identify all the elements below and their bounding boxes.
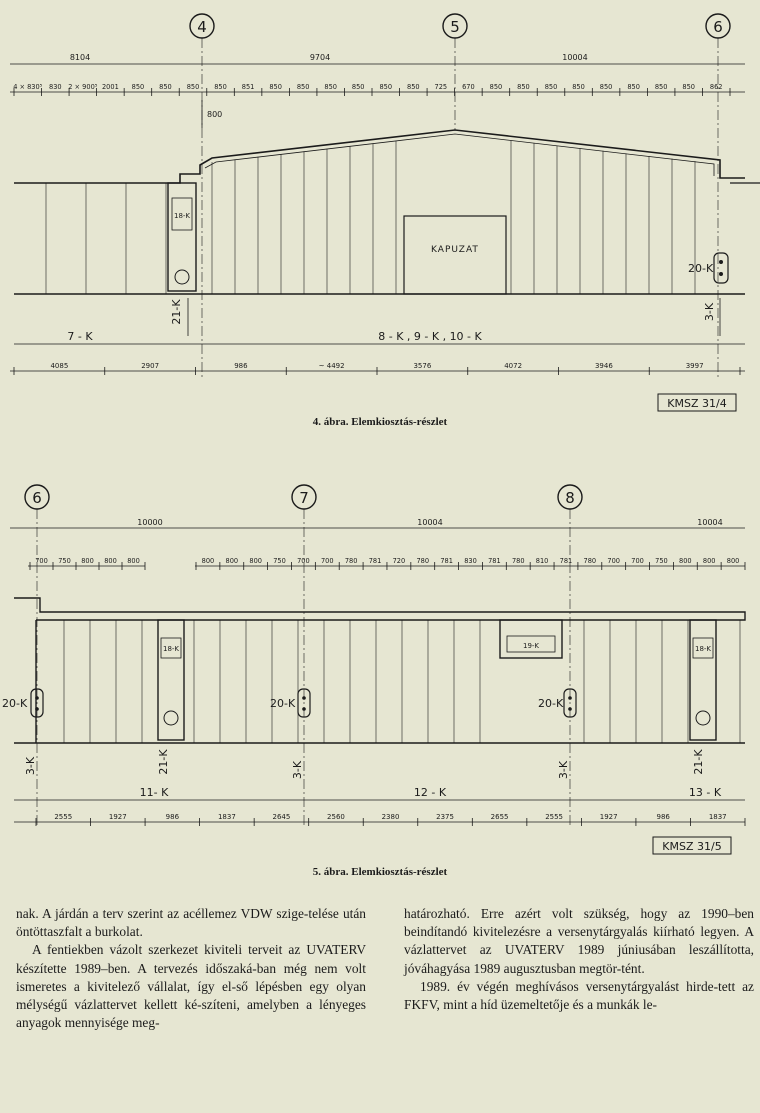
dim-label: 850 [351,83,365,91]
dim-label: 8104 [69,53,91,62]
dim-label: 800 [127,557,140,565]
dim-label: 830 [49,83,62,91]
element-label: 3-K [557,760,570,780]
element-label: 3-K [291,760,304,780]
dim-label: 9704 [309,53,331,62]
dim-label: 800 [702,557,716,565]
height-dimension [202,100,222,128]
paragraph: 1989. év végén meghívásos versenytárgyalást hirde-tett az FKFV, mint a híd üzemeltetője és a munkák le- [404,978,754,1013]
dim-label: 1927 [108,813,127,821]
dim-label: 781 [488,557,501,565]
element-label: 18-K [162,645,180,653]
dim-label: 781 [368,557,382,565]
dim-label: 10004 [417,518,443,527]
dim-label: 850 [489,83,503,91]
gate-label: KAPUZAT [431,245,479,255]
element-label: 18-K [694,645,712,653]
drawing-stamp [658,394,736,411]
dim-label: 750 [273,557,286,565]
dim-label: 850 [599,83,613,91]
dim-label: 750 [58,557,71,565]
dim-label: 986 [656,813,670,821]
dim-label: 720 [392,557,406,565]
axis-label: 6 [32,489,42,507]
dim-label: 800 [201,557,215,565]
dim-label: 1837 [708,813,727,821]
dim-label: 850 [627,83,640,91]
zone-line [14,330,745,344]
dim-label: 986 [234,362,248,370]
dim-label: 830 [464,557,477,565]
stamp-label: KMSZ 31/4 [667,397,727,410]
bottom-dimension-line [14,813,745,826]
dim-label: 2645 [272,813,291,821]
sub-dimension-line [10,83,745,96]
paragraph: határozható. Erre azért volt szükség, hogy az 1990–ben beindítandó kivitelezésre a versenytárgyalás kiírható legyen. A vázlattervet az UVATERV 1989 júniusában leszállította, jóváhagyása 1989 augusztusban megtör-tént. [404,906,754,976]
element-label: 21-K [157,749,170,775]
element-18-k [168,183,196,291]
axis-marker-7 [292,485,316,509]
axis-label: 6 [713,18,723,36]
axis-marker-4 [190,14,214,38]
dim-label: 780 [511,557,525,565]
dim-label: 800 [104,557,117,565]
axis-marker-6 [25,485,49,509]
element-18-k [690,620,716,740]
element-label: 20-K [688,262,714,275]
element-label: 19-K [522,642,540,650]
dim-label: 10004 [697,518,723,527]
axis-label: 7 [299,489,309,507]
sub-dimension-line [28,557,745,570]
dim-label: 780 [344,557,358,565]
dim-label: 850 [296,83,310,91]
top-dimension-line [10,518,745,528]
dim-label: 10004 [562,53,588,62]
dim-label: 3576 [413,362,432,370]
dim-label: 850 [572,83,585,91]
stamp-label: KMSZ 31/5 [662,840,722,853]
dim-label: 800 [81,557,94,565]
element-label: 3-K [24,756,37,776]
axis-marker-5 [443,14,467,38]
dim-label: 800 [207,110,223,119]
figure-4 [0,0,760,440]
figure-5 [0,470,760,890]
dim-label: 700 [35,557,48,565]
dim-label: 850 [269,83,282,91]
element-label: 18-K [173,212,191,220]
dim-label: 810 [535,557,549,565]
dim-label: 2560 [327,813,345,821]
zone-label: 7 - K [67,330,93,343]
element-19-k [500,620,562,658]
dim-label: 850 [654,83,668,91]
dim-label: 781 [559,557,573,565]
paragraph: nak. A járdán a terv szerint az acéllemez VDW szige-telése után öntöttaszfalt a burkolat. [16,906,366,940]
dim-label: 850 [324,83,337,91]
figure-5-caption: 5. ábra. Elemkiosztás-részlet [312,866,448,878]
dim-label: 781 [440,557,453,565]
dim-label: 700 [320,557,334,565]
paragraph: A fentiekben vázolt szerkezet kiviteli terveit az UVATERV készítette 1989–ben. A tervezés időszaká-ban még nem volt ismeretes a kivitelező vállalat, így el-ső lépésben egy olyan mélységű vázlattervet kellett ké-szíteni, amelyben a lényeges anyagok mennyisége meg- [16,942,366,1031]
dim-label: 1837 [217,813,236,821]
dim-label: 800 [679,557,692,565]
element-label: 21-K [170,299,183,325]
wall-panel-lines [46,140,695,294]
dim-label: 700 [607,557,621,565]
zone-label: 11- K [139,786,169,799]
dim-label: 850 [214,83,227,91]
dim-label: ~ 4492 [318,362,345,370]
text-column-left [16,905,366,1032]
dim-label: 670 [462,83,475,91]
axis-marker-8 [558,485,582,509]
element-18-k [158,620,184,740]
dim-label: 4 × 830⁵ [13,83,43,91]
dim-label: 851 [241,83,255,91]
dim-label: 800 [225,557,239,565]
dim-label: 3946 [594,362,613,370]
top-dimension-line [10,53,745,64]
dim-label: 2380 [381,813,400,821]
figure-4-caption: 4. ábra. Elemkiosztás-részlet [312,416,448,428]
dim-label: 1927 [599,813,618,821]
dim-label: 2655 [490,813,509,821]
drawing-stamp [653,837,731,854]
bottom-dimension-line [10,362,745,375]
axis-label: 4 [197,18,207,36]
dim-label: 2555 [54,813,73,821]
dim-label: 725 [434,83,448,91]
element-label: 20-K [538,697,564,710]
dim-label: 850 [682,83,695,91]
dim-label: 850 [159,83,172,91]
dim-label: 2001 [101,83,119,91]
axis-label: 8 [565,489,575,507]
dim-label: 850 [131,83,145,91]
dim-label: 862 [709,83,723,91]
figure-5-drawing [0,470,760,890]
dim-label: 4072 [504,362,523,370]
text-column-right [404,905,754,1032]
article-body [16,905,754,1032]
dim-label: 780 [416,557,430,565]
elevation-outline [14,598,745,743]
gate-kapuzat [404,216,506,294]
element-label: 21-K [692,749,705,775]
dim-label: 10000 [137,518,163,527]
dim-label: 2907 [141,362,160,370]
dim-label: 850 [544,83,558,91]
zone-label: 13 - K [688,786,722,799]
dim-label: 700 [631,557,644,565]
element-label: 20-K [2,697,28,710]
dim-label: 850 [407,83,420,91]
zone-line [14,786,745,800]
zone-label: 8 - K , 9 - K , 10 - K [378,330,482,343]
dim-label: 850 [517,83,530,91]
element-20-k [688,253,728,283]
dim-label: 800 [726,557,740,565]
dim-label: 2375 [436,813,454,821]
axis-marker-6 [706,14,730,38]
dim-label: 2555 [545,813,564,821]
dim-label: 850 [379,83,393,91]
element-label: 20-K [270,697,296,710]
dim-label: 800 [249,557,262,565]
dim-label: 750 [655,557,668,565]
dim-label: 700 [297,557,310,565]
element-label: 3-K [703,302,716,322]
dim-label: 2 × 900⁵ [68,83,98,91]
zone-label: 12 - K [413,786,447,799]
dim-label: 3997 [685,362,704,370]
dim-label: 780 [583,557,597,565]
axis-label: 5 [450,18,460,36]
dim-label: 850 [186,83,200,91]
dim-label: 4085 [50,362,69,370]
figure-4-drawing [0,0,760,440]
wall-panel-lines [64,620,740,743]
dim-label: 986 [165,813,180,821]
